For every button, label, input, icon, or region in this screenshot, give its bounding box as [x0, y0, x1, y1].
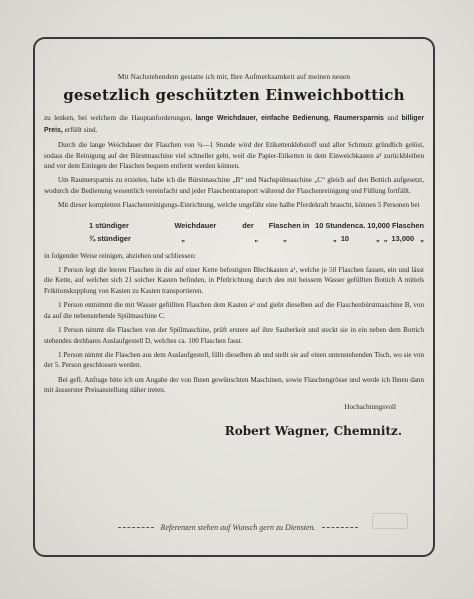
- letter-body: [44, 72, 424, 438]
- table-cell: „ 10: [333, 233, 350, 243]
- paragraph-raumersparnis: Um Raumersparnis zu erzielen, habe ich die Bürstmaschine „B“ und Nachspülmaschine „C“ gleich auf den Bottich aufgesetzt, wodurch die Bedienung wesentlich vereinfacht und jeder Flaschentransport während der Flaschenreinigung und Füllung fortfällt.: [44, 176, 424, 195]
- signature: Robert Wagner, Chemnitz.: [224, 423, 402, 438]
- intro-line: Mit Nachstehendem gestatte ich mir, Ihre Aufmerksamkeit auf meinen neuen: [117, 72, 351, 81]
- paragraph-text: und: [387, 114, 398, 123]
- closing-text: Hochachtungsvoll: [344, 402, 396, 411]
- divider: [118, 527, 154, 528]
- table-cell: „: [254, 233, 259, 243]
- paragraph-person-3: 1 Person nimmt die Flaschen von der Spülmaschine, prüft erstere auf ihre Sauberkeit und steckt sie in ein neben dem Bottich stehendes drehbares Auslaufgestell D, welches ca. 100 Flaschen fasst.: [44, 326, 424, 345]
- embossed-stamp: [372, 513, 408, 529]
- capacity-table: [89, 219, 424, 245]
- table-cell: 1 stündiger: [89, 220, 129, 230]
- table-cell: „: [282, 233, 287, 243]
- paragraph-requirements: [44, 113, 424, 136]
- table-cell: ¾ stündiger: [89, 233, 131, 243]
- table-cell: 10 Stunden: [315, 220, 355, 230]
- table-row: [89, 232, 424, 245]
- table-cell: „ „ 13,000 „: [375, 233, 425, 243]
- table-row: [89, 219, 424, 232]
- paragraph-einrichtung: Mit dieser kompletten Flaschenreinigungs-Einrichtung, welche ungefähr eine halbe Pferdekraft braucht, können 5 Personen bei: [58, 201, 420, 210]
- paragraph-person-4: 1 Person nimmt die Flaschen aus dem Auslaufgestell, füllt dieselben ab und stellt sie auf einen untenstehenden Tisch, wo sie von der 5. Person geschlossen werden.: [44, 350, 424, 370]
- emphasis-text: billiger Preis,: [44, 115, 425, 134]
- paragraph-text: zu lenken, bei welchem die Hauptanforderungen,: [44, 114, 192, 123]
- table-cell: ca. 10,000 Flaschen: [354, 220, 424, 230]
- divider: [322, 527, 358, 528]
- emphasis-text: lange Weichdauer, einfache Bedienung, Raumersparnis: [195, 115, 384, 123]
- table-cell: „: [181, 233, 185, 243]
- letter-heading: gesetzlich geschützten Einweichbottich: [63, 86, 405, 105]
- footer-text: Referenzen stehen auf Wunsch gern zu Diensten.: [160, 523, 316, 532]
- table-cell: Flaschen in: [268, 220, 310, 230]
- paragraph-person-1: 1 Person legt die leeren Flaschen in die auf einer Kette befestigten Blechkasten a¹, welche je 50 Flaschen fassen, ein und lässt die Kette, auf welcher sich 21 solcher Kasten befinden, in Pfeilrichtung durch den mit heissem Wasser gefüllten Bottich A mittels Friktionskupplung von Kasten zu Kasten transportieren.: [44, 266, 424, 295]
- paragraph-anfrage: Bei gefl. Anfrage bitte ich um Angabe der von Ihnen gewünschten Maschinen, sowie Flaschengrösse und werde ich Ihnen dann mit äusserster Preisanstellung näher treten.: [44, 375, 424, 395]
- paragraph-person-2: 1 Person entnimmt die mit Wasser gefüllten Flaschen dem Kasten a² und giebt dieselben auf die Flaschenbürstmaschine B, von da auf die nebenstehende Spülmaschine C.: [44, 301, 424, 320]
- paragraph-folgender: in folgender Weise reinigen, abziehen und schliessen:: [44, 251, 196, 260]
- paragraph-text: erfüllt sind.: [64, 125, 98, 134]
- paragraph-weichdauer: Durch die lange Weichdauer der Flaschen von ¾—1 Stunde wird der Etikettenklebstoff und aller Schmutz gründlich gelöst, sodass die Reinigung auf der Bürstmaschine viel schneller geht, weil die Papier-Etiketten in dem Einweichkasten a¹ zurückbleiben und vor dem Einlegen der Flaschen bequem entfernt werden können.: [44, 141, 424, 171]
- table-cell: der: [242, 220, 254, 230]
- footer-note: [88, 523, 388, 532]
- table-cell: Weichdauer: [174, 220, 217, 230]
